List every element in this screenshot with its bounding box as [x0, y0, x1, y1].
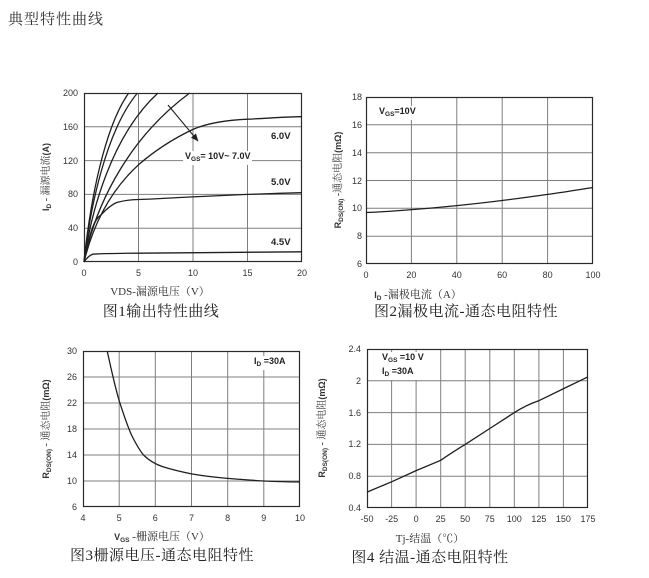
- fig4-xtick: 125: [531, 514, 547, 524]
- fig3-xtick: 4: [80, 513, 86, 523]
- fig3-ytick: 10: [66, 476, 77, 486]
- fig2-xtick: 40: [451, 270, 462, 280]
- fig4-caption: 图4 结温-通态电阻特性: [351, 550, 509, 566]
- fig2-ytick: 18: [351, 92, 362, 102]
- fig2-ytick: 14: [351, 147, 362, 158]
- fig3-ytick: 6: [71, 502, 77, 512]
- fig4-x-axis-label: Tj-结温（℃）: [395, 533, 465, 545]
- fig1-xtick: 20: [296, 268, 307, 278]
- fig1-curve-label-5v: 5.0V: [271, 177, 291, 188]
- fig2-plot-area: [366, 97, 593, 264]
- fig3-xtick: 10: [294, 513, 305, 523]
- fig4-annotation-line2: $I_D =30A$: [382, 366, 414, 378]
- fig3-xtick: 9: [261, 513, 267, 523]
- fig4-ytick: 0.8: [348, 471, 361, 482]
- fig3-ytick: 18: [66, 424, 77, 434]
- fig1-y-axis-label: $I_D$ - 漏源电流(A): [41, 142, 53, 212]
- fig2-ytick: 8: [356, 231, 362, 242]
- fig1-x-axis-label: VDS-漏源电压（V）: [110, 286, 210, 298]
- fig2-ytick: 12: [351, 175, 362, 186]
- fig3-ytick: 26: [66, 372, 77, 382]
- fig1-ytick: 120: [62, 155, 78, 166]
- fig2-gridlines: [366, 97, 593, 264]
- fig4-xtick: 150: [555, 514, 571, 524]
- fig1-xtick: 0: [81, 268, 87, 278]
- fig2-ytick: 10: [351, 203, 362, 214]
- fig2-xtick: 80: [542, 270, 553, 280]
- fig3-ytick: 22: [66, 398, 77, 408]
- fig4-ytick: 2.4: [348, 344, 361, 354]
- fig1-xtick: 5: [135, 268, 141, 278]
- fig2-ytick: 16: [351, 119, 362, 130]
- fig2-y-axis-label: $R_{DS(ON)}$ -通态电阻(mΩ): [333, 131, 345, 229]
- fig4-xtick: 75: [484, 514, 495, 524]
- fig2-vgs-annotation: $V_{GS}=10V$: [379, 106, 416, 118]
- fig1-xtick: 10: [187, 268, 198, 278]
- fig4-xtick: 175: [580, 514, 596, 524]
- fig2-x-axis-label: $I_D$ -漏极电流（A）: [374, 289, 462, 302]
- page-title: 典型特性曲线: [8, 12, 105, 28]
- fig4-xtick: 25: [435, 514, 446, 524]
- fig3-curve-rdson: [107, 351, 300, 482]
- fig4-xtick: -25: [385, 514, 399, 524]
- fig1-curve-label-6v: 6.0V: [271, 131, 291, 142]
- fig3-ytick: 14: [66, 450, 77, 460]
- fig4-y-axis-label: $R_{DS(ON)}$ - 通态电阻(mΩ): [317, 378, 329, 478]
- fig3-xtick: 7: [188, 513, 194, 523]
- fig4-xtick: 0: [413, 514, 419, 524]
- fig4-xtick: -50: [360, 514, 374, 524]
- fig4-curve-rdson: [367, 377, 588, 492]
- fig2-xtick: 60: [497, 270, 508, 280]
- fig2-xtick: 100: [585, 270, 601, 280]
- fig4-ytick: 1.6: [348, 407, 361, 418]
- fig1-caption: 图1输出特性曲线: [102, 304, 220, 320]
- fig4-annotation-line1: $V_{GS} =10$ V: [382, 352, 424, 364]
- fig2-caption: 图2漏极电流-通态电阻特性: [374, 304, 558, 320]
- fig1-vgs-annotation: $V_{GS}=$ 10V~ 7.0V: [185, 151, 251, 163]
- fig1-ytick: 80: [67, 189, 78, 200]
- fig2-ytick: 6: [356, 259, 362, 269]
- fig2-xtick: 0: [363, 270, 369, 280]
- fig3-xtick: 6: [152, 513, 158, 523]
- fig4-xtick: 100: [506, 514, 522, 524]
- fig3-plot-area: [83, 351, 300, 507]
- fig4-conditions-annotation: [380, 352, 426, 380]
- fig1-ytick: 200: [62, 88, 78, 98]
- fig3-x-axis-label: $V_{GS}$ -栅源电压（V）: [114, 531, 210, 544]
- fig4-ytick: 2: [355, 375, 361, 386]
- fig2-xtick: 20: [406, 270, 417, 280]
- fig1-curve-label-45v: 4.5V: [271, 237, 291, 248]
- fig3-id-annotation: $I_D =30A$: [254, 356, 286, 368]
- fig3-ytick: 30: [66, 346, 77, 356]
- fig3-xtick: 5: [116, 513, 122, 523]
- fig3-gridlines: [83, 351, 300, 507]
- fig4-xtick: 50: [460, 514, 471, 524]
- fig4-ytick: 1.2: [348, 439, 361, 450]
- fig1-ytick: 40: [67, 223, 78, 234]
- fig3-xtick: 8: [225, 513, 231, 523]
- fig4-ytick: 0.4: [348, 503, 361, 513]
- fig1-ytick: 160: [62, 121, 78, 132]
- fig1-xtick: 15: [242, 268, 253, 278]
- fig1-ytick: 0: [72, 257, 78, 267]
- fig3-y-axis-label: $R_{DS(ON)}$ - 通态电阻(mΩ): [41, 379, 53, 479]
- fig3-caption: 图3栅源电压-通态电阻特性: [70, 548, 254, 564]
